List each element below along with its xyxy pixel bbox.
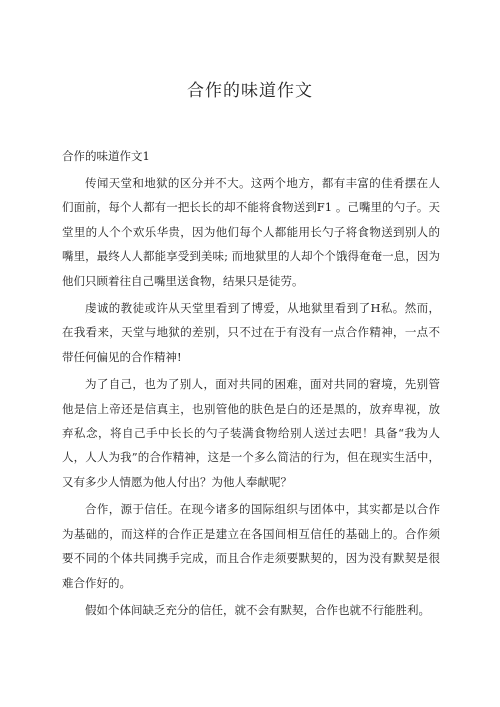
paragraph-4: 合作，源于信任。在现今诸多的国际组织与团体中，其实都是以合作为基础的，而这样的合作正是建立在各国间相互信任的基础上的。合作须要不同的个体共同携手完成，而且合作走须要默契的，因为没有默契是很难合作好的。 — [62, 502, 440, 590]
document-title: 合作的味道作文 — [187, 81, 313, 101]
paragraph-1: 传闻天堂和地狱的区分并不大。这两个地方，都有丰富的佳肴摆在人们面前，每个人都有一把长长的却不能将食物送到F1 。己嘴里的勺子。天堂里的人个个欢乐华贵，因为他们每个人都能用长勺子将食物送到别人的嘴里，最终人人都能享受到美味; 而地狱里的人却个个饿得奄奄一息，因为他们只顾着往自己嘴里送食物，结果只是徒劳。 — [62, 176, 440, 288]
section-heading: 合作的味道作文1 — [62, 149, 150, 163]
paragraph-5: 假如个体间缺乏充分的信任，就不会有默契，合作也就不行能胜利。 — [85, 602, 430, 617]
paragraph-2: 虔诚的教徒或许从天堂里看到了博爱，从地狱里看到了H私。然而，在我看来，天堂与地狱的差别，只不过在于有没有一点合作精神，一点不带任何偏见的合作精神! — [62, 301, 440, 364]
document-body — [62, 171, 440, 625]
paragraph-3: 为了自己，也为了别人，面对共同的困难，面对共同的窘境，先别管他是信上帝还是信真主，也别管他的肤色是白的还是黑的，放弃卑视，放弃私念，将自己手中长长的勺子装满食物给别人送过去吧！具备“我为人人，人人为我”的合作精神，这是一个多么简洁的行为，但在现实生活中，又有多少人情愿为他人付出？为他人奉献呢？ — [62, 377, 440, 489]
